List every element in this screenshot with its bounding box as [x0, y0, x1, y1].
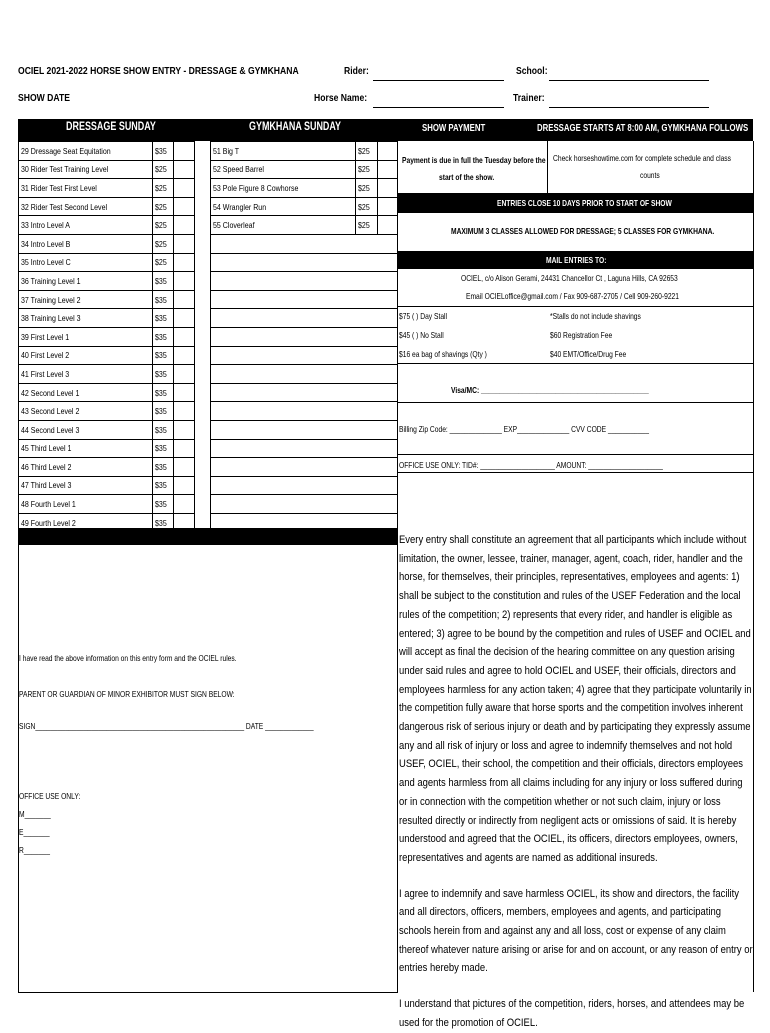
dressage-class-entry-box[interactable] — [174, 160, 195, 179]
gymkhana-row — [211, 383, 398, 402]
dressage-starts-heading: DRESSAGE STARTS AT 8:00 AM, GYMKHANA FOLLOWS — [537, 123, 749, 134]
dressage-class-price: $25 — [153, 234, 174, 253]
gymkhana-blank-row — [211, 383, 398, 402]
dressage-class-entry-box[interactable] — [174, 253, 195, 272]
dressage-row — [19, 476, 195, 495]
gymkhana-class-entry-box[interactable] — [378, 216, 398, 235]
gymkhana-blank-row — [211, 458, 398, 477]
day-stall-option[interactable]: $75 ( ) Day Stall — [399, 311, 448, 321]
dressage-class-name: 39 First Level 1 — [19, 327, 153, 346]
gymkhana-class-price: $25 — [356, 160, 378, 179]
dressage-class-name: 42 Second Level 1 — [19, 383, 153, 402]
dressage-class-name: 48 Fourth Level 1 — [19, 495, 153, 514]
office-e-field: E_______ — [19, 827, 50, 837]
dressage-class-price: $35 — [153, 513, 174, 532]
dressage-class-price: $35 — [153, 272, 174, 291]
dressage-class-name: 32 Rider Test Second Level — [19, 197, 153, 216]
dressage-table — [18, 141, 195, 532]
dressage-class-entry-box[interactable] — [174, 327, 195, 346]
rider-field[interactable] — [373, 80, 504, 81]
legal-paragraph-3: I understand that pictures of the competition, riders, horses, and attendees may be used for the promotion of OCIEL. — [399, 998, 745, 1029]
dressage-class-name: 47 Third Level 3 — [19, 476, 153, 495]
gymkhana-blank-row — [211, 327, 398, 346]
dressage-class-price: $35 — [153, 309, 174, 328]
dressage-class-entry-box[interactable] — [174, 402, 195, 421]
dressage-class-price: $35 — [153, 142, 174, 161]
dressage-class-entry-box[interactable] — [174, 290, 195, 309]
dressage-class-entry-box[interactable] — [174, 179, 195, 198]
gymkhana-row — [211, 272, 398, 291]
dressage-class-price: $35 — [153, 290, 174, 309]
dressage-class-name: 49 Fourth Level 2 — [19, 513, 153, 532]
sign-date-line[interactable]: SIGN________________________________________________________ DATE _____________ — [19, 721, 314, 731]
gymkhana-row — [211, 309, 398, 328]
gymkhana-blank-row — [211, 290, 398, 309]
dressage-class-entry-box[interactable] — [174, 309, 195, 328]
gymkhana-row — [211, 142, 398, 161]
dressage-class-name: 36 Training Level 1 — [19, 272, 153, 291]
dressage-row — [19, 309, 195, 328]
dressage-row — [19, 420, 195, 439]
office-m-field: M_______ — [19, 809, 51, 819]
gymkhana-row — [211, 346, 398, 365]
gymkhana-sunday-heading: GYMKHANA SUNDAY — [249, 121, 342, 133]
gymkhana-blank-row — [211, 234, 398, 253]
dressage-class-entry-box[interactable] — [174, 420, 195, 439]
dressage-class-price: $25 — [153, 160, 174, 179]
gymkhana-row — [211, 327, 398, 346]
dressage-class-name: 33 Intro Level A — [19, 216, 153, 235]
dressage-row — [19, 253, 195, 272]
shavings-option[interactable]: $16 ea bag of shavings (Qty ) — [399, 349, 487, 359]
gymkhana-class-entry-box[interactable] — [378, 179, 398, 198]
trainer-field[interactable] — [549, 107, 709, 108]
gymkhana-row — [211, 160, 398, 179]
payment-due-text-2: start of the show. — [438, 172, 495, 182]
dressage-class-name: 40 First Level 2 — [19, 346, 153, 365]
dressage-class-price: $25 — [153, 216, 174, 235]
dressage-class-price: $35 — [153, 439, 174, 458]
gymkhana-class-name: 52 Speed Barrel — [211, 160, 356, 179]
gymkhana-class-name: 54 Wrangler Run — [211, 197, 356, 216]
gymkhana-row — [211, 420, 398, 439]
dressage-class-price: $35 — [153, 327, 174, 346]
dressage-class-name: 29 Dressage Seat Equitation — [19, 142, 153, 161]
gymkhana-row — [211, 402, 398, 421]
dressage-class-entry-box[interactable] — [174, 216, 195, 235]
dressage-class-entry-box[interactable] — [174, 439, 195, 458]
contact-email: Email OCIELoffice@gmail.com / Fax 909-687-2705 / Cell 909-260-9221 — [466, 291, 679, 301]
legal-text — [399, 531, 753, 1033]
dressage-class-name: 37 Training Level 2 — [19, 290, 153, 309]
gymkhana-class-name: 53 Pole Figure 8 Cowhorse — [211, 179, 356, 198]
dressage-class-name: 43 Second Level 2 — [19, 402, 153, 421]
visa-mc-field[interactable]: Visa/MC: _____________________________________________ — [451, 385, 649, 395]
dressage-class-price: $35 — [153, 495, 174, 514]
dressage-class-price: $35 — [153, 476, 174, 495]
gymkhana-blank-row — [211, 402, 398, 421]
dressage-class-name: 45 Third Level 1 — [19, 439, 153, 458]
gymkhana-class-price: $25 — [356, 142, 378, 161]
gymkhana-class-price: $25 — [356, 197, 378, 216]
dressage-class-name: 41 First Level 3 — [19, 365, 153, 384]
school-field[interactable] — [549, 80, 709, 81]
read-acknowledgement: I have read the above information on this entry form and the OCIEL rules. — [19, 653, 237, 663]
rider-label: Rider: — [344, 65, 369, 77]
office-r-field: R_______ — [19, 845, 50, 855]
gymkhana-row — [211, 476, 398, 495]
dressage-class-entry-box[interactable] — [174, 197, 195, 216]
dressage-row — [19, 402, 195, 421]
dressage-class-entry-box[interactable] — [174, 234, 195, 253]
dressage-class-entry-box[interactable] — [174, 383, 195, 402]
gymkhana-blank-row — [211, 420, 398, 439]
gymkhana-blank-row — [211, 253, 398, 272]
dressage-class-entry-box[interactable] — [174, 365, 195, 384]
gymkhana-blank-row — [211, 439, 398, 458]
dressage-class-name: 46 Third Level 2 — [19, 458, 153, 477]
office-use-tid-amount: OFFICE USE ONLY: TID#: ____________________ AMOUNT: ____________________ — [399, 460, 663, 470]
gymkhana-row — [211, 495, 398, 514]
gymkhana-table — [210, 141, 398, 532]
dressage-class-name: 31 Rider Test First Level — [19, 179, 153, 198]
horse-name-field[interactable] — [373, 107, 504, 108]
table-footer-bar — [18, 528, 397, 545]
dressage-class-entry-box[interactable] — [174, 476, 195, 495]
gymkhana-class-name: 51 Big T — [211, 142, 356, 161]
dressage-row — [19, 495, 195, 514]
check-site-text-2: counts — [639, 170, 660, 180]
mail-address: OCIEL, c/o Alison Gerami, 24431 Chancellor Ct , Laguna Hills, CA 92653 — [461, 273, 678, 283]
legal-paragraph-2: I agree to indemnify and save harmless OCIEL, its show and directors, the facility and all directors, officers, members, employees and agents, and participating schools herein from and against any and all loss, cost or expense of any claim thereof whatever nature arising or arise for and on account, or any reason of entry or entries hereby made. — [399, 887, 753, 975]
dressage-row — [19, 179, 195, 198]
dressage-class-price: $35 — [153, 365, 174, 384]
stalls-note: *Stalls do not include shavings — [550, 311, 641, 321]
dressage-sunday-heading: DRESSAGE SUNDAY — [66, 121, 156, 133]
dressage-class-entry-box[interactable] — [174, 495, 195, 514]
gymkhana-class-entry-box[interactable] — [378, 142, 398, 161]
dressage-class-price: $25 — [153, 197, 174, 216]
school-label: School: — [516, 65, 548, 77]
dressage-row — [19, 383, 195, 402]
gymkhana-blank-row — [211, 272, 398, 291]
dressage-class-name: 30 Rider Test Training Level — [19, 160, 153, 179]
horse-name-label: Horse Name: — [314, 92, 368, 104]
dressage-class-price: $25 — [153, 253, 174, 272]
show-date-label: SHOW DATE — [18, 92, 70, 104]
check-site-text-1: Check horseshowtime.com for complete schedule and class — [553, 153, 732, 163]
show-payment-heading: SHOW PAYMENT — [422, 123, 486, 134]
payment-due-text-1: Payment is due in full the Tuesday before the — [402, 155, 546, 165]
dressage-class-name: 38 Training Level 3 — [19, 309, 153, 328]
dressage-class-name: 34 Intro Level B — [19, 234, 153, 253]
gymkhana-blank-row — [211, 476, 398, 495]
legal-paragraph-1: Every entry shall constitute an agreement that all participants which include without limitation, the owner, lessee, trainer, manager, agent, coach, rider, handler and the horse, for themselves, their principles, representatives, employees and agents: 1) shall be subject to the constitution and rules of the USEF Federation and the local rules of the competition; 2) represents that every rider, and handler is eligible as entered; 3) agree to be bound by the competition and rules of USEF and OCIEL and will accept as final the decision of the hearing committee on any question arising under said rules and agree to hold OCIEL and USEF, their officials, directors and employees harmless for any action taken; 4) agree that they participate voluntarily in the competition fully aware that horse sports and the competition involves inherent dangerous risk of serious injury or death and by participating they expressly assume any and all risk of injury or loss and agree to indemnify themselves and not hold USEF, OCIEL, their school, the competition and their officials, directors employees and agents harmless from all claims including for any injury or loss suffered during or in connection with the competition whether or not such claim, injury or loss resulted directly or indirectly from negligent acts or omissions of said. It is hereby understood and agreed that the OCIEL, its officers, directors employees, owners, representatives and agents are named as additional insureds. — [399, 534, 752, 864]
emt-fee: $40 EMT/Office/Drug Fee — [550, 349, 627, 359]
dressage-class-price: $35 — [153, 458, 174, 477]
dressage-class-price: $35 — [153, 402, 174, 421]
gymkhana-row — [211, 253, 398, 272]
gymkhana-class-entry-box[interactable] — [378, 160, 398, 179]
dressage-row — [19, 216, 195, 235]
dressage-row — [19, 346, 195, 365]
gymkhana-class-name: 55 Cloverleaf — [211, 216, 356, 235]
dressage-class-name: 44 Second Level 3 — [19, 420, 153, 439]
gymkhana-blank-row — [211, 495, 398, 514]
dressage-row — [19, 197, 195, 216]
dressage-class-price: $35 — [153, 346, 174, 365]
billing-zip-field[interactable]: Billing Zip Code: ______________ EXP______________ CVV CODE ___________ — [399, 424, 649, 434]
registration-fee: $60 Registration Fee — [550, 330, 613, 340]
maximum-classes-text: MAXIMUM 3 CLASSES ALLOWED FOR DRESSAGE; 5 CLASSES FOR GYMKHANA. — [451, 226, 715, 236]
gymkhana-row — [211, 234, 398, 253]
gymkhana-blank-row — [211, 365, 398, 384]
dressage-class-price: $25 — [153, 179, 174, 198]
trainer-label: Trainer: — [513, 92, 545, 104]
dressage-row — [19, 142, 195, 161]
entries-close-text: ENTRIES CLOSE 10 DAYS PRIOR TO START OF SHOW — [497, 198, 672, 208]
dressage-class-price: $35 — [153, 383, 174, 402]
gymkhana-row — [211, 216, 398, 235]
no-stall-option[interactable]: $45 ( ) No Stall — [399, 330, 444, 340]
gymkhana-blank-row — [211, 346, 398, 365]
gymkhana-row — [211, 179, 398, 198]
dressage-class-entry-box[interactable] — [174, 142, 195, 161]
dressage-class-entry-box[interactable] — [174, 346, 195, 365]
dressage-class-entry-box[interactable] — [174, 272, 195, 291]
gymkhana-row — [211, 439, 398, 458]
gymkhana-class-entry-box[interactable] — [378, 197, 398, 216]
dressage-row — [19, 290, 195, 309]
mail-entries-heading: MAIL ENTRIES TO: — [546, 255, 607, 265]
gymkhana-class-price: $25 — [356, 216, 378, 235]
gymkhana-row — [211, 197, 398, 216]
dressage-row — [19, 327, 195, 346]
dressage-class-name: 35 Intro Level C — [19, 253, 153, 272]
dressage-row — [19, 365, 195, 384]
dressage-row — [19, 160, 195, 179]
dressage-class-price: $35 — [153, 420, 174, 439]
form-title: OCIEL 2021-2022 HORSE SHOW ENTRY - DRESSAGE & GYMKHANA — [18, 65, 299, 77]
gymkhana-row — [211, 458, 398, 477]
dressage-row — [19, 439, 195, 458]
signature-panel — [18, 545, 398, 993]
dressage-row — [19, 458, 195, 477]
gymkhana-blank-row — [211, 309, 398, 328]
gymkhana-row — [211, 365, 398, 384]
gymkhana-row — [211, 290, 398, 309]
dressage-class-entry-box[interactable] — [174, 458, 195, 477]
dressage-row — [19, 272, 195, 291]
gymkhana-class-price: $25 — [356, 179, 378, 198]
parent-guardian-note: PARENT OR GUARDIAN OF MINOR EXHIBITOR MUST SIGN BELOW: — [19, 689, 235, 699]
office-use-only-label: OFFICE USE ONLY: — [19, 791, 81, 801]
dressage-row — [19, 234, 195, 253]
